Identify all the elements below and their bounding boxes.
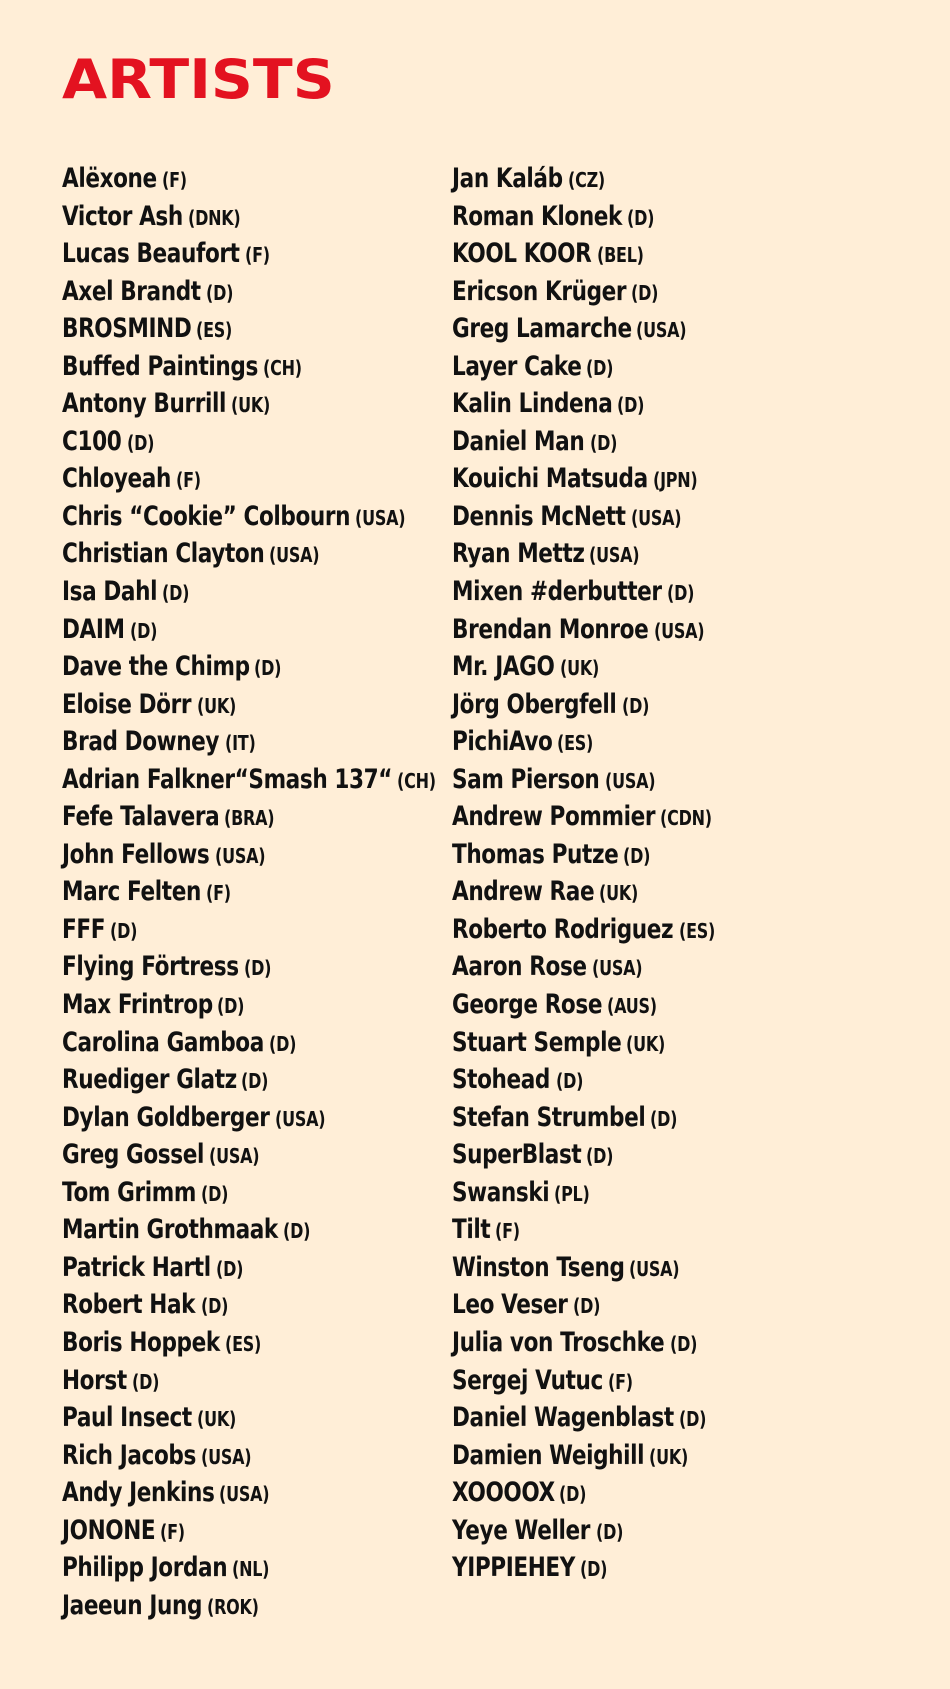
artist-country: (D) — [162, 581, 190, 606]
artist-country: (CH) — [396, 768, 436, 793]
artist-name: Brad Downey — [62, 726, 220, 758]
artist-name: Christian Clayton — [62, 538, 265, 570]
artist-name: Lucas Beaufort — [62, 238, 240, 270]
artist-entry — [452, 348, 892, 386]
artist-entry — [62, 1061, 452, 1099]
artist-name: Isa Dahl — [62, 576, 158, 608]
artist-country: (D) — [129, 618, 158, 643]
artist-name: Greg Lamarche — [452, 313, 632, 345]
artist-entry — [452, 1136, 892, 1174]
artist-name: Leo Veser — [452, 1289, 568, 1321]
artist-entry — [62, 911, 452, 949]
artist-country: (USA) — [604, 768, 656, 793]
artist-name: John Fellows — [62, 838, 210, 870]
artist-entry — [62, 498, 452, 536]
artist-name: Robert Hak — [62, 1289, 196, 1321]
artist-entry — [452, 385, 892, 423]
artist-country: (USA) — [636, 318, 687, 343]
artist-country: (CZ) — [568, 168, 606, 192]
artist-name: DAIM — [62, 613, 125, 645]
artist-name: Ruediger Glatz — [62, 1064, 237, 1096]
artist-country: (USA) — [629, 1256, 680, 1281]
artist-country: (D) — [669, 1331, 697, 1356]
artist-entry — [452, 686, 892, 724]
artist-name: Eloise Dörr — [62, 688, 192, 720]
artist-entry — [62, 948, 452, 986]
artist-entry — [62, 986, 452, 1024]
artist-country: (D) — [617, 393, 645, 418]
artist-entry — [62, 648, 452, 686]
artist-name: Dylan Goldberger — [62, 1101, 270, 1133]
artist-name: Swanski — [452, 1176, 550, 1208]
artist-name: Andrew Pommier — [452, 801, 656, 833]
artist-country: (D) — [555, 1069, 583, 1094]
artist-country: (UK) — [231, 393, 271, 418]
artist-country: (USA) — [355, 505, 406, 530]
artist-name: SuperBlast — [452, 1139, 582, 1171]
artist-country: (USA) — [653, 618, 705, 643]
artist-name: Greg Gossel — [62, 1139, 204, 1171]
artist-country: (IT) — [224, 731, 256, 756]
artist-name: Adrian Falkner“Smash 137“ — [62, 763, 393, 795]
artist-entry — [62, 723, 452, 761]
artist-country: (D) — [206, 280, 234, 305]
artist-country: (UK) — [559, 656, 599, 681]
artist-country: (D) — [666, 581, 694, 606]
artist-name: XOOOOX — [452, 1477, 555, 1509]
artist-entry — [452, 1174, 892, 1212]
artist-entry — [452, 1512, 892, 1550]
artist-entry — [452, 911, 892, 949]
artist-country: (F) — [244, 243, 270, 268]
artist-entry — [452, 460, 892, 498]
artist-name: Brendan Monroe — [452, 613, 649, 645]
artist-country: (BRA) — [224, 806, 275, 831]
artist-name: Chloyeah — [62, 463, 171, 495]
artist-entry — [452, 498, 892, 536]
artist-entry — [452, 611, 892, 649]
artist-name: Ryan Mettz — [452, 538, 585, 570]
artist-entry — [62, 798, 452, 836]
artist-country: (D) — [200, 1294, 228, 1319]
artist-entry — [62, 1324, 452, 1362]
artist-country: (F) — [205, 881, 231, 906]
artist-entry — [62, 198, 452, 236]
artist-entry — [62, 160, 452, 198]
artist-list-left — [62, 160, 452, 1624]
artist-entry — [452, 798, 892, 836]
artist-country: (UK) — [197, 1407, 237, 1432]
artist-name: YIPPIEHEY — [452, 1552, 576, 1584]
artist-entry — [62, 686, 452, 724]
artist-name: Aaron Rose — [452, 951, 587, 983]
artist-name: Thomas Putze — [452, 838, 619, 870]
artist-country: (D) — [573, 1294, 601, 1319]
artist-entry — [452, 1061, 892, 1099]
artist-country: (D) — [630, 280, 659, 305]
artist-country: (USA) — [214, 843, 265, 868]
artist-country: (D) — [217, 994, 245, 1019]
artist-entry — [452, 1099, 892, 1137]
artist-name: Damien Weighill — [452, 1439, 645, 1471]
artist-entry — [62, 1437, 452, 1475]
artist-country: (CDN) — [660, 806, 712, 831]
artist-country: (D) — [586, 1144, 614, 1169]
artist-entry — [62, 836, 452, 874]
artist-name: Andy Jenkins — [62, 1477, 215, 1509]
artist-entry — [62, 310, 452, 348]
artist-name: Daniel Wagenblast — [452, 1402, 674, 1434]
artist-name: Mixen #derbutter — [452, 576, 662, 608]
artist-country: (D) — [254, 656, 282, 681]
artist-name: Boris Hoppek — [62, 1326, 220, 1358]
artist-name: Layer Cake — [452, 350, 582, 382]
artist-country: (D) — [589, 430, 617, 455]
artist-entry — [62, 348, 452, 386]
artist-country: (D) — [215, 1256, 243, 1281]
artist-country: (CH) — [262, 355, 302, 380]
artist-country: (ES) — [225, 1331, 262, 1356]
artist-country: (USA) — [269, 543, 320, 568]
artist-country: (BEL) — [596, 243, 644, 268]
artist-name: Alëxone — [62, 163, 157, 194]
artist-entry — [452, 573, 892, 611]
artist-country: (USA) — [274, 1106, 326, 1131]
artist-name: Roberto Rodriguez — [452, 913, 674, 945]
artist-entry — [452, 986, 892, 1024]
artist-name: Rich Jacobs — [62, 1439, 196, 1471]
artist-country: (USA) — [630, 505, 682, 530]
artist-country: (USA) — [201, 1444, 252, 1469]
artist-country: (D) — [126, 430, 154, 455]
artist-entry — [452, 761, 892, 799]
artist-name: Kouichi Matsuda — [452, 463, 648, 495]
artist-name: Paul Insect — [62, 1402, 192, 1434]
artist-entry — [62, 273, 452, 311]
artist-country: (PL) — [554, 1181, 590, 1206]
artist-entry — [62, 1174, 452, 1212]
artist-country: (ES) — [196, 318, 233, 343]
artist-country: (D) — [650, 1106, 678, 1131]
artist-entry — [452, 948, 892, 986]
artist-name: Mr. JAGO — [452, 651, 555, 683]
artist-entry — [62, 1024, 452, 1062]
artist-name: Andrew Rae — [452, 876, 595, 908]
artist-entry — [62, 1286, 452, 1324]
artist-name: KOOL KOOR — [452, 238, 592, 270]
artist-country: (D) — [110, 918, 138, 943]
artist-entry — [452, 235, 892, 273]
artist-entry — [452, 648, 892, 686]
artist-name: Chris “Cookie” Colbourn — [62, 500, 351, 532]
artist-country: (AUS) — [606, 994, 657, 1019]
artist-entry — [62, 1549, 452, 1587]
artist-entry — [62, 1362, 452, 1400]
artist-name: Daniel Man — [452, 425, 585, 457]
artist-entry — [62, 535, 452, 573]
artist-name: PichiAvo — [452, 726, 553, 758]
artist-country: (ES) — [678, 918, 715, 943]
artist-country: (DNK) — [187, 205, 241, 230]
artist-name: BROSMIND — [62, 313, 192, 345]
artist-name: Horst — [62, 1364, 127, 1396]
artist-name: Stefan Strumbel — [452, 1101, 646, 1133]
artist-country: (D) — [579, 1557, 608, 1582]
artist-name: C100 — [62, 425, 122, 457]
artist-entry — [452, 273, 892, 311]
artist-country: (UK) — [599, 881, 639, 906]
artist-country: (F) — [495, 1219, 521, 1244]
artist-country: (D) — [243, 956, 271, 981]
artist-name: Sam Pierson — [452, 763, 600, 795]
artist-entry — [62, 460, 452, 498]
artist-name: Kalin Lindena — [452, 388, 613, 420]
artist-country: (D) — [623, 843, 651, 868]
artist-entry — [62, 1136, 452, 1174]
artist-country: (USA) — [209, 1144, 260, 1169]
artist-name: FFF — [62, 913, 106, 945]
artist-entry — [452, 1437, 892, 1475]
artist-name: Tom Grimm — [62, 1176, 196, 1208]
artist-entry — [452, 198, 892, 236]
artist-name: Roman Klonek — [452, 200, 623, 232]
artist-country: (D) — [626, 205, 654, 230]
artist-entry — [62, 1211, 452, 1249]
artist-name: Dave the Chimp — [62, 651, 250, 683]
artist-country: (USA) — [219, 1482, 270, 1507]
artist-country: (NL) — [231, 1557, 270, 1582]
artist-entry — [452, 535, 892, 573]
artist-name: Marc Felten — [62, 876, 201, 908]
artist-entry — [452, 1324, 892, 1362]
artist-name: Max Frintrop — [62, 989, 213, 1021]
artist-name: Dennis McNett — [452, 500, 626, 532]
artist-entry — [62, 1512, 452, 1550]
artist-list-right — [452, 160, 892, 1587]
artist-country: (D) — [559, 1482, 587, 1507]
artist-country: (D) — [595, 1519, 623, 1544]
artist-entry — [452, 1549, 892, 1587]
artist-country: (USA) — [592, 956, 643, 981]
artist-entry — [62, 1587, 452, 1625]
artist-name: Stohead — [452, 1064, 550, 1096]
artist-entry — [62, 385, 452, 423]
artist-country: (D) — [201, 1181, 229, 1206]
artist-name: Jan Kaláb — [452, 163, 563, 194]
artist-entry — [452, 1474, 892, 1512]
artist-entry — [452, 873, 892, 911]
artist-entry — [62, 573, 452, 611]
artist-entry — [452, 836, 892, 874]
artist-entry — [62, 235, 452, 273]
artist-entry — [452, 1249, 892, 1287]
artist-name: George Rose — [452, 989, 603, 1021]
artist-entry — [452, 723, 892, 761]
artist-entry — [62, 873, 452, 911]
artist-entry — [452, 1024, 892, 1062]
artist-entry — [452, 1286, 892, 1324]
artist-entry — [62, 1474, 452, 1512]
artist-name: Carolina Gamboa — [62, 1026, 264, 1058]
artist-country: (D) — [586, 355, 614, 380]
artist-country: (ROK) — [207, 1594, 259, 1619]
artist-name: Jaeeun Jung — [62, 1589, 203, 1621]
artist-name: Fefe Talavera — [62, 801, 220, 833]
artist-name: Yeye Weller — [452, 1514, 590, 1546]
artist-country: (F) — [162, 168, 188, 192]
artist-name: Philipp Jordan — [62, 1552, 228, 1584]
artist-name: Jörg Obergfell — [452, 688, 617, 720]
artist-country: (F) — [159, 1519, 185, 1544]
artist-name: Victor Ash — [62, 200, 183, 232]
artist-entry — [62, 423, 452, 461]
artist-name: Flying Förtress — [62, 951, 239, 983]
artist-name: Axel Brandt — [62, 275, 201, 307]
artist-name: Patrick Hartl — [62, 1251, 211, 1283]
artist-entry — [62, 611, 452, 649]
artist-country: (ES) — [557, 731, 594, 756]
artist-name: Ericson Krüger — [452, 275, 627, 307]
artist-entry — [452, 310, 892, 348]
artist-country: (D) — [241, 1069, 269, 1094]
artist-country: (UK) — [196, 693, 236, 718]
artist-name: Sergej Vutuc — [452, 1364, 603, 1396]
artist-country: (D) — [679, 1407, 707, 1432]
artist-entry — [452, 1211, 892, 1249]
artist-country: (D) — [269, 1031, 297, 1056]
artist-entry — [62, 1399, 452, 1437]
artist-country: (D) — [621, 693, 650, 718]
artist-country: (F) — [607, 1369, 633, 1394]
artist-country: (UK) — [649, 1444, 689, 1469]
artist-name: Stuart Semple — [452, 1026, 622, 1058]
artist-entry — [452, 1399, 892, 1437]
artist-entry — [62, 1099, 452, 1137]
page-title: ARTISTS — [62, 48, 335, 111]
artist-country: (JPN) — [652, 468, 698, 493]
artist-name: Antony Burrill — [62, 388, 226, 420]
artist-country: (D) — [131, 1369, 159, 1394]
artist-name: Martin Grothmaak — [62, 1214, 278, 1246]
artist-entry — [452, 423, 892, 461]
artist-name: Winston Tseng — [452, 1251, 625, 1283]
artist-name: Julia von Troschke — [452, 1326, 665, 1358]
artist-entry — [452, 160, 892, 198]
artist-country: (USA) — [589, 543, 640, 568]
artist-entry — [62, 761, 452, 799]
artist-country: (D) — [282, 1219, 311, 1244]
artist-name: Buffed Paintings — [62, 350, 258, 382]
artist-entry — [62, 1249, 452, 1287]
artist-entry — [452, 1362, 892, 1400]
artist-country: (UK) — [626, 1031, 666, 1056]
artist-country: (F) — [176, 468, 202, 493]
artist-name: JONONE — [62, 1514, 156, 1546]
artist-name: Tilt — [452, 1214, 491, 1246]
